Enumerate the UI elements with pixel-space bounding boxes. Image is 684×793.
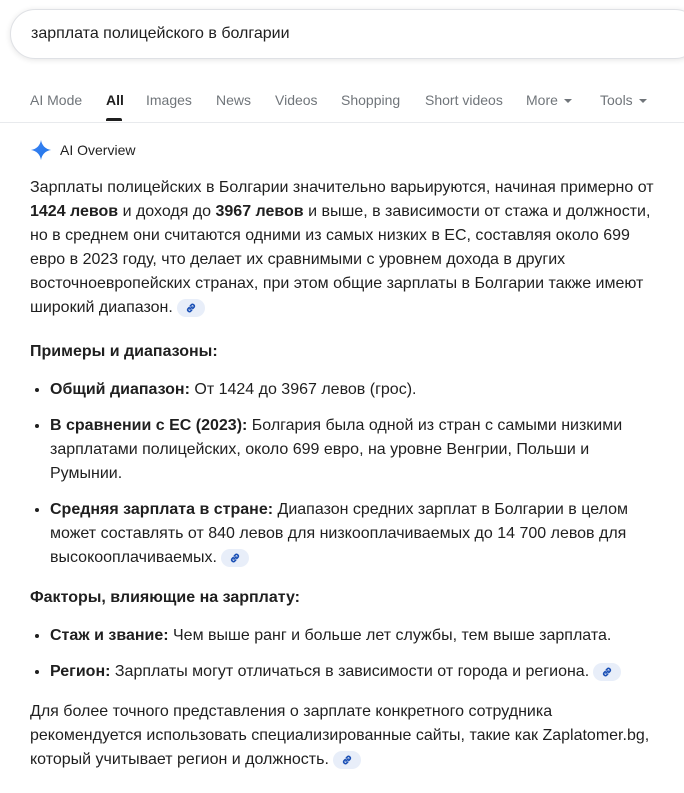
source-link-chip[interactable] [593,663,621,681]
intro-text-2: и доходя до [118,203,216,220]
tab-more-label: More [526,92,558,108]
chevron-down-icon [639,99,647,103]
list-item [50,378,660,402]
link-icon [601,666,613,678]
intro-bold-max: 3967 левов [215,203,304,220]
list-item-title: Общий диапазон: [50,381,190,398]
gemini-sparkle-icon [30,139,52,161]
list-item-title: Средняя зарплата в стране: [50,501,274,518]
intro-text-3: и выше, в зависимости от стажа и должности, но в среднем они считаются одними из самых низких в ЕС, составляя около 699 евро в 2023 году, что делает их сравнимыми с уровнем дохода в других восточноевропейских странах, при этом общие зарплаты в Болгарии также имеют широкий диапазон. [30,203,651,316]
list-item-text: Чем выше ранг и больше лет службы, тем выше зарплата. [168,627,612,644]
ai-overview-content [30,176,660,772]
list-item-title: В сравнении с ЕС (2023): [50,417,248,434]
list-item-text: От 1424 до 3967 левов (грос). [189,381,417,398]
source-link-chip[interactable] [221,549,249,567]
tab-ai-mode[interactable]: AI Mode [30,92,83,108]
intro-bold-min: 1424 левов [30,203,119,220]
tab-tools-label: Tools [600,92,633,108]
source-link-chip[interactable] [333,751,361,769]
tab-images[interactable]: Images [146,92,192,108]
chevron-down-icon [564,99,572,103]
list-item [50,498,660,570]
tab-tools[interactable] [600,92,647,108]
tab-all[interactable]: All [106,92,124,108]
tab-shopping[interactable]: Shopping [341,92,401,108]
active-tab-indicator [106,118,122,121]
list-item-title: Регион: [50,663,111,680]
list-item-text: Диапазон средних зарплат в Болгарии в целом может составлять от 840 левов для низкооплачиваемых до 14 700 левов для высокооплачиваемых. [50,501,628,566]
tab-short-videos[interactable]: Short videos [425,92,503,108]
source-link-chip[interactable] [177,299,205,317]
ai-overview-header [30,139,135,161]
ai-overview-label: AI Overview [60,142,136,158]
section-heading-factors: Факторы, влияющие на зарплату: [30,589,300,606]
link-icon [185,302,197,314]
list-item [50,624,660,648]
examples-list [30,378,660,570]
list-item-text: Зарплаты могут отличаться в зависимости от города и региона. [110,663,590,680]
link-icon [341,754,353,766]
intro-paragraph [30,176,660,320]
list-item [50,660,660,684]
factors-list [30,624,660,684]
closing-paragraph [30,700,660,772]
tab-more[interactable] [526,92,572,108]
search-tabs [0,78,684,123]
search-input[interactable]: зарплата полицейского в болгарии [31,25,290,42]
tab-news[interactable]: News [216,92,252,108]
list-item-title: Стаж и звание: [50,627,169,644]
link-icon [229,552,241,564]
list-item-text: Болгария была одной из стран с самыми низкими зарплатами полицейских, около 699 евро, на уровне Венгрии, Польши и Румынии. [50,417,623,482]
tab-videos[interactable]: Videos [275,92,318,108]
list-item [50,414,660,486]
section-heading-examples: Примеры и диапазоны: [30,343,218,360]
closing-text: Для более точного представления о зарплате конкретного сотрудника рекомендуется использовать специализированные сайты, такие как Zaplatomer.bg, который учитывает регион и должность. [30,703,650,768]
search-bar[interactable] [10,9,684,59]
intro-text-1: Зарплаты полицейских в Болгарии значительно варьируются, начиная примерно от [30,179,654,196]
